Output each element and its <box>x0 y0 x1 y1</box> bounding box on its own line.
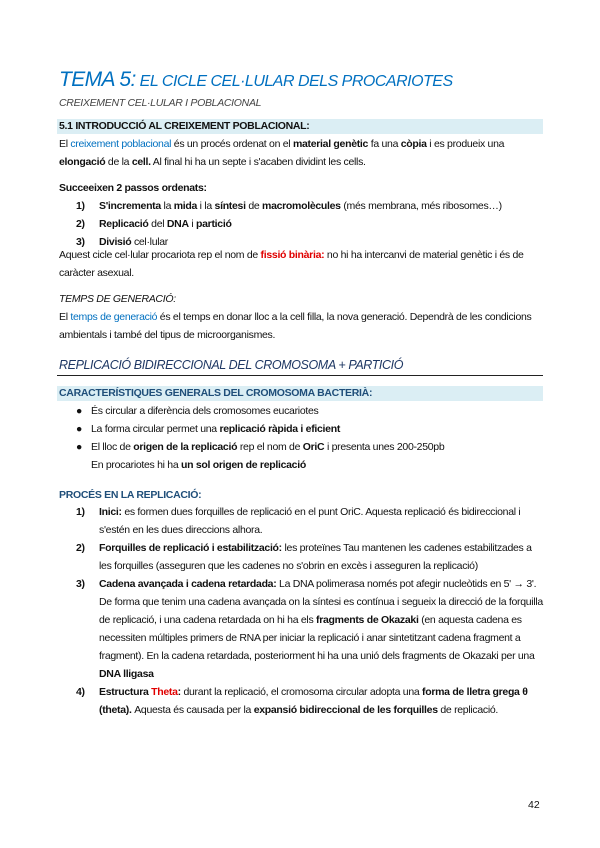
title-tema: TEMA 5: <box>59 68 136 91</box>
title-text: EL CICLE CEL·LULAR DELS PROCARIOTES <box>135 73 453 90</box>
steps-heading: Succeeixen 2 passos ordenats: <box>59 182 207 194</box>
bullet-icon: ● <box>76 405 83 417</box>
term-creixement: creixement poblacional <box>70 138 172 150</box>
intro-heading: 5.1 INTRODUCCIÓ AL CREIXEMENT POBLACIONAL: <box>59 120 310 132</box>
page-subtitle: CREIXEMENT CEL·LULAR I POBLACIONAL <box>59 97 262 109</box>
term-fissio: fissió binària: <box>260 249 325 261</box>
list-item: 2) Forquilles de replicació i estabilització: les proteïnes Tau mantenen les cadenes estabilitzades a les forquilles (asseguren que les cadenes no s'obrin en excès i asseguren la replicació) <box>76 542 532 572</box>
caracteristiques-list <box>59 402 543 474</box>
list-item: 3) Divisió cel·lular <box>76 236 169 248</box>
intro-paragraph: El creixement poblacional és un procés ordenat on el material genètic fa una còpia i es produeix una elongació de la cell. Al final hi ha un septe i s'acaben dividint les cells. <box>59 138 505 168</box>
replicacio-heading: REPLICACIÓ BIDIRECCIONAL DEL CROMOSOMA + PARTICIÓ <box>59 358 404 372</box>
bullet-icon: ● <box>76 441 83 453</box>
list-item: ● És circular a diferència dels cromosomes eucariotes <box>59 402 543 420</box>
list-item-continuation: En procariotes hi ha un sol origen de replicació <box>91 459 306 471</box>
fissio-paragraph: Aquest cicle cel·lular procariota rep el nom de fissió binària: no hi ha intercanvi de material genètic i és de caràcter asexual. <box>59 249 524 279</box>
section-divider <box>57 375 543 376</box>
temps-paragraph: El temps de generació és el temps en donar lloc a la cell filla, la nova generació. Dependrà de les condicions ambientals i també del tipus de microorganismes. <box>59 311 532 341</box>
list-item: 4) Estructura Theta: durant la replicació, el cromosoma circular adopta una forma de lletra grega θ (theta). Aquesta és causada per la expansió bidireccional de les forquilles de replicació. <box>76 686 528 716</box>
list-item: 1) Inici: es formen dues forquilles de replicació en el punt OriC. Aquesta replicació és bidireccional i s'estén en les dues direccions alhora. <box>76 506 521 536</box>
temps-heading: TEMPS DE GENERACIÓ: <box>59 293 176 305</box>
proces-list <box>59 503 543 719</box>
steps-list <box>59 197 543 251</box>
page-number: 42 <box>528 799 540 811</box>
term-theta: Theta <box>151 686 178 698</box>
caracteristiques-heading: CARACTERÍSTIQUES GENERALS DEL CROMOSOMA BACTERIÀ: <box>59 387 373 399</box>
list-item: 3) Cadena avançada i cadena retardada: La DNA polimerasa només pot afegir nucleòtids en 5' → 3'. De forma que tenim una cadena avançada on la síntesi es contínua i segueix la direcció de la forquilla de replicació, i una cadena retardada on hi ha els fragments de Okazaki (en aquesta cadena es necessiten múltiples primers de RNA per iniciar la replicació i anar sintetitzant cadena fragment a fragment). En la cadena retardada, posteriorment hi ha una unió dels fragments de Okazaki per una DNA lligasa <box>76 578 543 680</box>
bullet-icon: ● <box>76 423 83 435</box>
list-item: ● El lloc de origen de la replicació rep el nom de OriC i presenta unes 200-250pb <box>59 438 543 456</box>
proces-heading: PROCÉS EN LA REPLICACIÓ: <box>59 489 202 501</box>
list-item: 1) S'incrementa la mida i la síntesi de macromolècules (més membrana, més ribosomes…) <box>76 200 502 212</box>
page-title <box>59 68 453 92</box>
list-item: 2) Replicació del DNA i partició <box>76 218 232 230</box>
list-item: ● La forma circular permet una replicació ràpida i eficient <box>59 420 543 438</box>
term-temps: temps de generació <box>70 311 158 323</box>
